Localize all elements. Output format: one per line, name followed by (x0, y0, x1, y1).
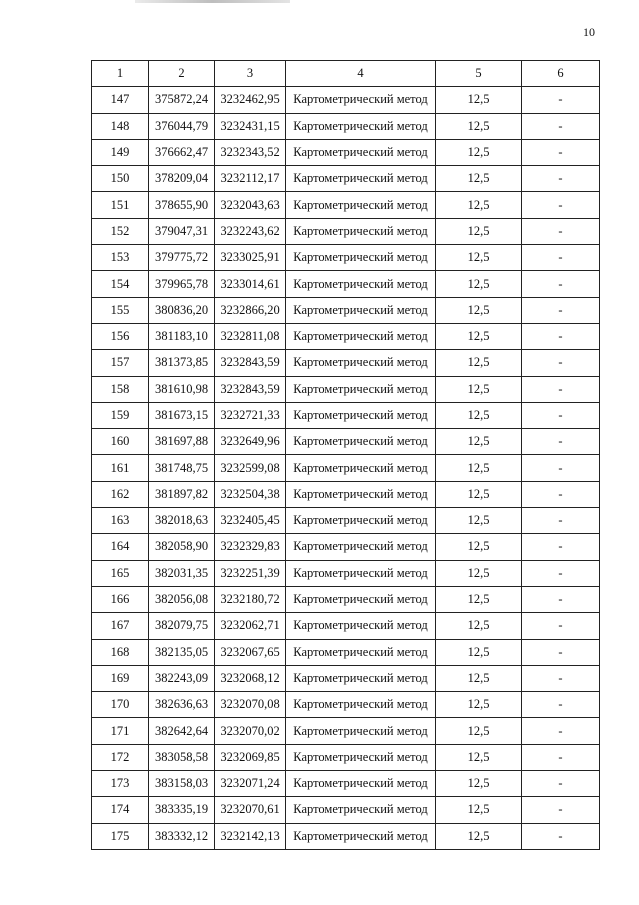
x-coordinate-cell: 381697,88 (149, 429, 215, 455)
note-cell: - (522, 271, 600, 297)
accuracy-cell: 12,5 (436, 455, 522, 481)
point-number-cell: 159 (92, 402, 149, 428)
point-number-cell: 152 (92, 218, 149, 244)
x-coordinate-cell: 381748,75 (149, 455, 215, 481)
method-cell: Картометрический метод (286, 402, 436, 428)
y-coordinate-cell: 3232071,24 (215, 771, 286, 797)
x-coordinate-cell: 382031,35 (149, 560, 215, 586)
x-coordinate-cell: 383058,58 (149, 744, 215, 770)
y-coordinate-cell: 3232070,61 (215, 797, 286, 823)
x-coordinate-cell: 381673,15 (149, 402, 215, 428)
method-cell: Картометрический метод (286, 481, 436, 507)
x-coordinate-cell: 383335,19 (149, 797, 215, 823)
y-coordinate-cell: 3232721,33 (215, 402, 286, 428)
x-coordinate-cell: 382243,09 (149, 665, 215, 691)
y-coordinate-cell: 3232599,08 (215, 455, 286, 481)
point-number-cell: 158 (92, 376, 149, 402)
y-coordinate-cell: 3232069,85 (215, 744, 286, 770)
x-coordinate-cell: 382636,63 (149, 692, 215, 718)
accuracy-cell: 12,5 (436, 113, 522, 139)
point-number-cell: 154 (92, 271, 149, 297)
y-coordinate-cell: 3232067,65 (215, 639, 286, 665)
method-cell: Картометрический метод (286, 323, 436, 349)
accuracy-cell: 12,5 (436, 402, 522, 428)
note-cell: - (522, 481, 600, 507)
note-cell: - (522, 534, 600, 560)
point-number-cell: 162 (92, 481, 149, 507)
y-coordinate-cell: 3232070,08 (215, 692, 286, 718)
y-coordinate-cell: 3232251,39 (215, 560, 286, 586)
point-number-cell: 163 (92, 508, 149, 534)
table-row (92, 297, 600, 323)
accuracy-cell: 12,5 (436, 323, 522, 349)
method-cell: Картометрический метод (286, 271, 436, 297)
accuracy-cell: 12,5 (436, 166, 522, 192)
table-row (92, 613, 600, 639)
accuracy-cell: 12,5 (436, 797, 522, 823)
point-number-cell: 170 (92, 692, 149, 718)
x-coordinate-cell: 381610,98 (149, 376, 215, 402)
x-coordinate-cell: 382079,75 (149, 613, 215, 639)
note-cell: - (522, 139, 600, 165)
accuracy-cell: 12,5 (436, 481, 522, 507)
method-cell: Картометрический метод (286, 823, 436, 849)
table-row (92, 323, 600, 349)
accuracy-cell: 12,5 (436, 639, 522, 665)
table-row (92, 87, 600, 113)
table-row (92, 139, 600, 165)
accuracy-cell: 12,5 (436, 508, 522, 534)
note-cell: - (522, 718, 600, 744)
table-row (92, 429, 600, 455)
method-cell: Картометрический метод (286, 744, 436, 770)
accuracy-cell: 12,5 (436, 613, 522, 639)
y-coordinate-cell: 3233014,61 (215, 271, 286, 297)
accuracy-cell: 12,5 (436, 218, 522, 244)
point-number-cell: 155 (92, 297, 149, 323)
scan-artifact (135, 0, 290, 3)
method-cell: Картометрический метод (286, 139, 436, 165)
note-cell: - (522, 508, 600, 534)
table-row (92, 481, 600, 507)
point-number-cell: 167 (92, 613, 149, 639)
y-coordinate-cell: 3232068,12 (215, 665, 286, 691)
method-cell: Картометрический метод (286, 455, 436, 481)
table-row (92, 771, 600, 797)
point-number-cell: 165 (92, 560, 149, 586)
note-cell: - (522, 166, 600, 192)
method-cell: Картометрический метод (286, 376, 436, 402)
accuracy-cell: 12,5 (436, 744, 522, 770)
x-coordinate-cell: 382642,64 (149, 718, 215, 744)
y-coordinate-cell: 3232343,52 (215, 139, 286, 165)
y-coordinate-cell: 3232462,95 (215, 87, 286, 113)
table-row (92, 823, 600, 849)
table-row (92, 692, 600, 718)
header-cell-5: 5 (436, 61, 522, 87)
method-cell: Картометрический метод (286, 692, 436, 718)
y-coordinate-cell: 3232405,45 (215, 508, 286, 534)
point-number-cell: 148 (92, 113, 149, 139)
y-coordinate-cell: 3232329,83 (215, 534, 286, 560)
accuracy-cell: 12,5 (436, 192, 522, 218)
table-row (92, 350, 600, 376)
y-coordinate-cell: 3232112,17 (215, 166, 286, 192)
method-cell: Картометрический метод (286, 192, 436, 218)
x-coordinate-cell: 379047,31 (149, 218, 215, 244)
table-row (92, 744, 600, 770)
x-coordinate-cell: 383332,12 (149, 823, 215, 849)
point-number-cell: 175 (92, 823, 149, 849)
method-cell: Картометрический метод (286, 613, 436, 639)
point-number-cell: 174 (92, 797, 149, 823)
x-coordinate-cell: 381183,10 (149, 323, 215, 349)
table-header (92, 61, 600, 87)
note-cell: - (522, 376, 600, 402)
table-row (92, 797, 600, 823)
table-row (92, 508, 600, 534)
x-coordinate-cell: 379775,72 (149, 245, 215, 271)
coordinates-table (91, 60, 600, 850)
accuracy-cell: 12,5 (436, 718, 522, 744)
table-row (92, 718, 600, 744)
method-cell: Картометрический метод (286, 718, 436, 744)
x-coordinate-cell: 383158,03 (149, 771, 215, 797)
x-coordinate-cell: 381897,82 (149, 481, 215, 507)
accuracy-cell: 12,5 (436, 139, 522, 165)
y-coordinate-cell: 3232062,71 (215, 613, 286, 639)
table-row (92, 271, 600, 297)
table-row (92, 245, 600, 271)
y-coordinate-cell: 3232142,13 (215, 823, 286, 849)
table-row (92, 639, 600, 665)
method-cell: Картометрический метод (286, 429, 436, 455)
point-number-cell: 168 (92, 639, 149, 665)
accuracy-cell: 12,5 (436, 665, 522, 691)
y-coordinate-cell: 3232504,38 (215, 481, 286, 507)
point-number-cell: 171 (92, 718, 149, 744)
note-cell: - (522, 323, 600, 349)
table-row (92, 113, 600, 139)
y-coordinate-cell: 3233025,91 (215, 245, 286, 271)
table-row (92, 455, 600, 481)
x-coordinate-cell: 376662,47 (149, 139, 215, 165)
point-number-cell: 151 (92, 192, 149, 218)
x-coordinate-cell: 382018,63 (149, 508, 215, 534)
method-cell: Картометрический метод (286, 508, 436, 534)
accuracy-cell: 12,5 (436, 271, 522, 297)
method-cell: Картометрический метод (286, 560, 436, 586)
method-cell: Картометрический метод (286, 218, 436, 244)
y-coordinate-cell: 3232843,59 (215, 376, 286, 402)
method-cell: Картометрический метод (286, 166, 436, 192)
accuracy-cell: 12,5 (436, 586, 522, 612)
y-coordinate-cell: 3232649,96 (215, 429, 286, 455)
table-row (92, 560, 600, 586)
note-cell: - (522, 613, 600, 639)
x-coordinate-cell: 378209,04 (149, 166, 215, 192)
method-cell: Картометрический метод (286, 586, 436, 612)
method-cell: Картометрический метод (286, 245, 436, 271)
header-cell-3: 3 (215, 61, 286, 87)
point-number-cell: 153 (92, 245, 149, 271)
method-cell: Картометрический метод (286, 665, 436, 691)
header-cell-6: 6 (522, 61, 600, 87)
x-coordinate-cell: 375872,24 (149, 87, 215, 113)
note-cell: - (522, 797, 600, 823)
method-cell: Картометрический метод (286, 350, 436, 376)
note-cell: - (522, 297, 600, 323)
note-cell: - (522, 402, 600, 428)
y-coordinate-cell: 3232180,72 (215, 586, 286, 612)
table-row (92, 665, 600, 691)
note-cell: - (522, 823, 600, 849)
note-cell: - (522, 192, 600, 218)
y-coordinate-cell: 3232431,15 (215, 113, 286, 139)
y-coordinate-cell: 3232866,20 (215, 297, 286, 323)
point-number-cell: 166 (92, 586, 149, 612)
method-cell: Картометрический метод (286, 534, 436, 560)
accuracy-cell: 12,5 (436, 692, 522, 718)
x-coordinate-cell: 378655,90 (149, 192, 215, 218)
method-cell: Картометрический метод (286, 639, 436, 665)
x-coordinate-cell: 380836,20 (149, 297, 215, 323)
note-cell: - (522, 744, 600, 770)
table-row (92, 166, 600, 192)
point-number-cell: 172 (92, 744, 149, 770)
header-cell-4: 4 (286, 61, 436, 87)
y-coordinate-cell: 3232243,62 (215, 218, 286, 244)
point-number-cell: 164 (92, 534, 149, 560)
header-cell-1: 1 (92, 61, 149, 87)
header-row (92, 61, 600, 87)
page-number: 10 (583, 25, 595, 39)
table-row (92, 402, 600, 428)
table-row (92, 192, 600, 218)
note-cell: - (522, 350, 600, 376)
note-cell: - (522, 692, 600, 718)
accuracy-cell: 12,5 (436, 245, 522, 271)
table-body (92, 87, 600, 850)
table-row (92, 218, 600, 244)
method-cell: Картометрический метод (286, 297, 436, 323)
method-cell: Картометрический метод (286, 87, 436, 113)
note-cell: - (522, 771, 600, 797)
accuracy-cell: 12,5 (436, 429, 522, 455)
point-number-cell: 161 (92, 455, 149, 481)
note-cell: - (522, 639, 600, 665)
note-cell: - (522, 113, 600, 139)
accuracy-cell: 12,5 (436, 87, 522, 113)
point-number-cell: 160 (92, 429, 149, 455)
x-coordinate-cell: 382058,90 (149, 534, 215, 560)
x-coordinate-cell: 382056,08 (149, 586, 215, 612)
y-coordinate-cell: 3232043,63 (215, 192, 286, 218)
accuracy-cell: 12,5 (436, 376, 522, 402)
point-number-cell: 156 (92, 323, 149, 349)
y-coordinate-cell: 3232811,08 (215, 323, 286, 349)
note-cell: - (522, 429, 600, 455)
accuracy-cell: 12,5 (436, 534, 522, 560)
point-number-cell: 149 (92, 139, 149, 165)
table-row (92, 376, 600, 402)
y-coordinate-cell: 3232843,59 (215, 350, 286, 376)
header-cell-2: 2 (149, 61, 215, 87)
method-cell: Картометрический метод (286, 113, 436, 139)
point-number-cell: 173 (92, 771, 149, 797)
point-number-cell: 169 (92, 665, 149, 691)
accuracy-cell: 12,5 (436, 823, 522, 849)
table-row (92, 534, 600, 560)
point-number-cell: 150 (92, 166, 149, 192)
accuracy-cell: 12,5 (436, 560, 522, 586)
accuracy-cell: 12,5 (436, 297, 522, 323)
accuracy-cell: 12,5 (436, 350, 522, 376)
point-number-cell: 147 (92, 87, 149, 113)
method-cell: Картометрический метод (286, 771, 436, 797)
x-coordinate-cell: 376044,79 (149, 113, 215, 139)
point-number-cell: 157 (92, 350, 149, 376)
note-cell: - (522, 218, 600, 244)
table-row (92, 586, 600, 612)
x-coordinate-cell: 381373,85 (149, 350, 215, 376)
accuracy-cell: 12,5 (436, 771, 522, 797)
note-cell: - (522, 87, 600, 113)
method-cell: Картометрический метод (286, 797, 436, 823)
note-cell: - (522, 245, 600, 271)
note-cell: - (522, 560, 600, 586)
x-coordinate-cell: 382135,05 (149, 639, 215, 665)
note-cell: - (522, 665, 600, 691)
note-cell: - (522, 455, 600, 481)
y-coordinate-cell: 3232070,02 (215, 718, 286, 744)
x-coordinate-cell: 379965,78 (149, 271, 215, 297)
note-cell: - (522, 586, 600, 612)
